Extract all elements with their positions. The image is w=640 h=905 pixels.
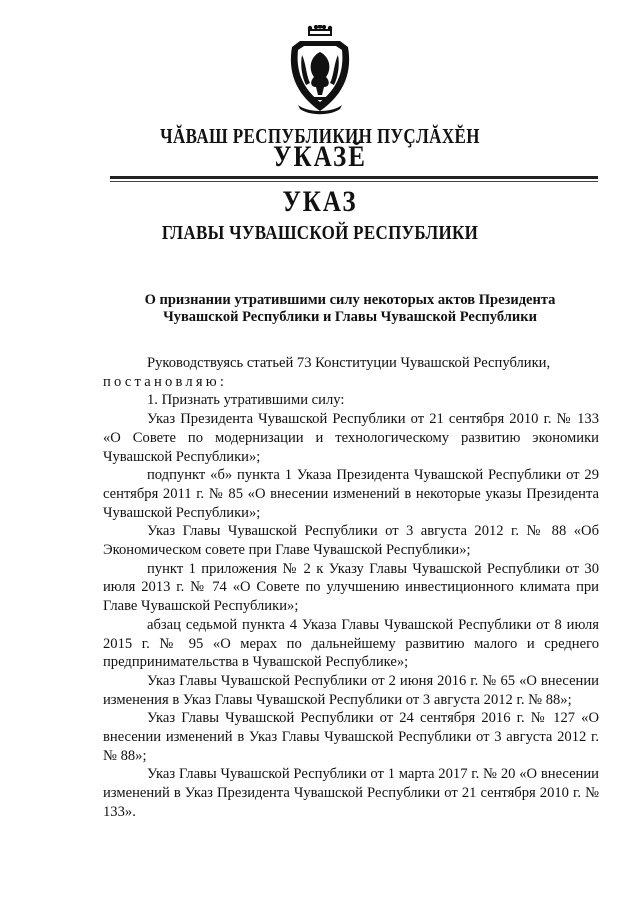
document-body	[103, 354, 599, 822]
title-line1: О признании утратившими силу некоторых актов Президента	[144, 292, 556, 308]
list-item: Указ Президента Чувашской Республики от 21 сентября 2010 г. № 133 «О Совете по модернизации и технологическому развитию экономики Чувашской Республики»;	[103, 411, 599, 465]
russian-header-line1: УКАЗ	[282, 186, 358, 219]
document-title	[100, 292, 600, 326]
item-1: 1. Признать утратившими силу:	[147, 392, 345, 409]
chuvash-header-line2: УКАЗĔ	[273, 141, 367, 174]
chuvash-header-line1: ЧĂВАШ РЕСПУБЛИКИН ПУҪЛĂХĔН	[160, 124, 480, 148]
title-line2: Чувашской Республики и Главы Чувашской Республики	[163, 309, 537, 325]
list-item: Указ Главы Чувашской Республики от 2 июня 2016 г. № 65 «О внесении изменения в Указ Главы Чувашской Республики от 3 августа 2012 г. № 88»;	[103, 672, 599, 708]
header-divider-thick	[110, 176, 598, 179]
russian-header-line2: ГЛАВЫ ЧУВАШСКОЙ РЕСПУБЛИКИ	[161, 221, 479, 244]
list-item: пункт 1 приложения № 2 к Указу Главы Чувашской Республики от 30 июля 2013 г. № 74 «О Совете по улучшению инвестиционного климата при Главе Чувашской Республики»;	[103, 560, 599, 615]
decree-word: постановляю:	[103, 373, 228, 390]
list-item: абзац седьмой пункта 4 Указа Главы Чувашской Республики от 8 июля 2015 г. № 95 «О мерах по дальнейшему развитию малого и среднего предпринимательства в Чувашской Республике»;	[103, 616, 599, 671]
list-item: Указ Главы Чувашской Республики от 3 августа 2012 г. № 88 «Об Экономическом совете при Главе Чувашской Республики»;	[103, 523, 599, 559]
chuvash-emblem-icon	[284, 25, 356, 117]
list-item: Указ Главы Чувашской Республики от 24 сентября 2016 г. № 127 «О внесении изменений в Указ Главы Чувашской Республики от 3 августа 2012 г. № 88»;	[103, 710, 599, 764]
list-item: подпункт «б» пункта 1 Указа Президента Чувашской Республики от 29 сентября 2011 г. № 85 «О внесении изменений в некоторые указы Президента Чувашской Республики»;	[103, 467, 599, 521]
list-item: Указ Главы Чувашской Республики от 1 марта 2017 г. № 20 «О внесении изменений в Указ Президента Чувашской Республики от 21 сентября 2010 г. № 133».	[103, 766, 599, 820]
intro-paragraph: Руководствуясь статьей 73 Конституции Чувашской Республики,	[147, 355, 551, 371]
header-divider-thin	[110, 181, 598, 182]
